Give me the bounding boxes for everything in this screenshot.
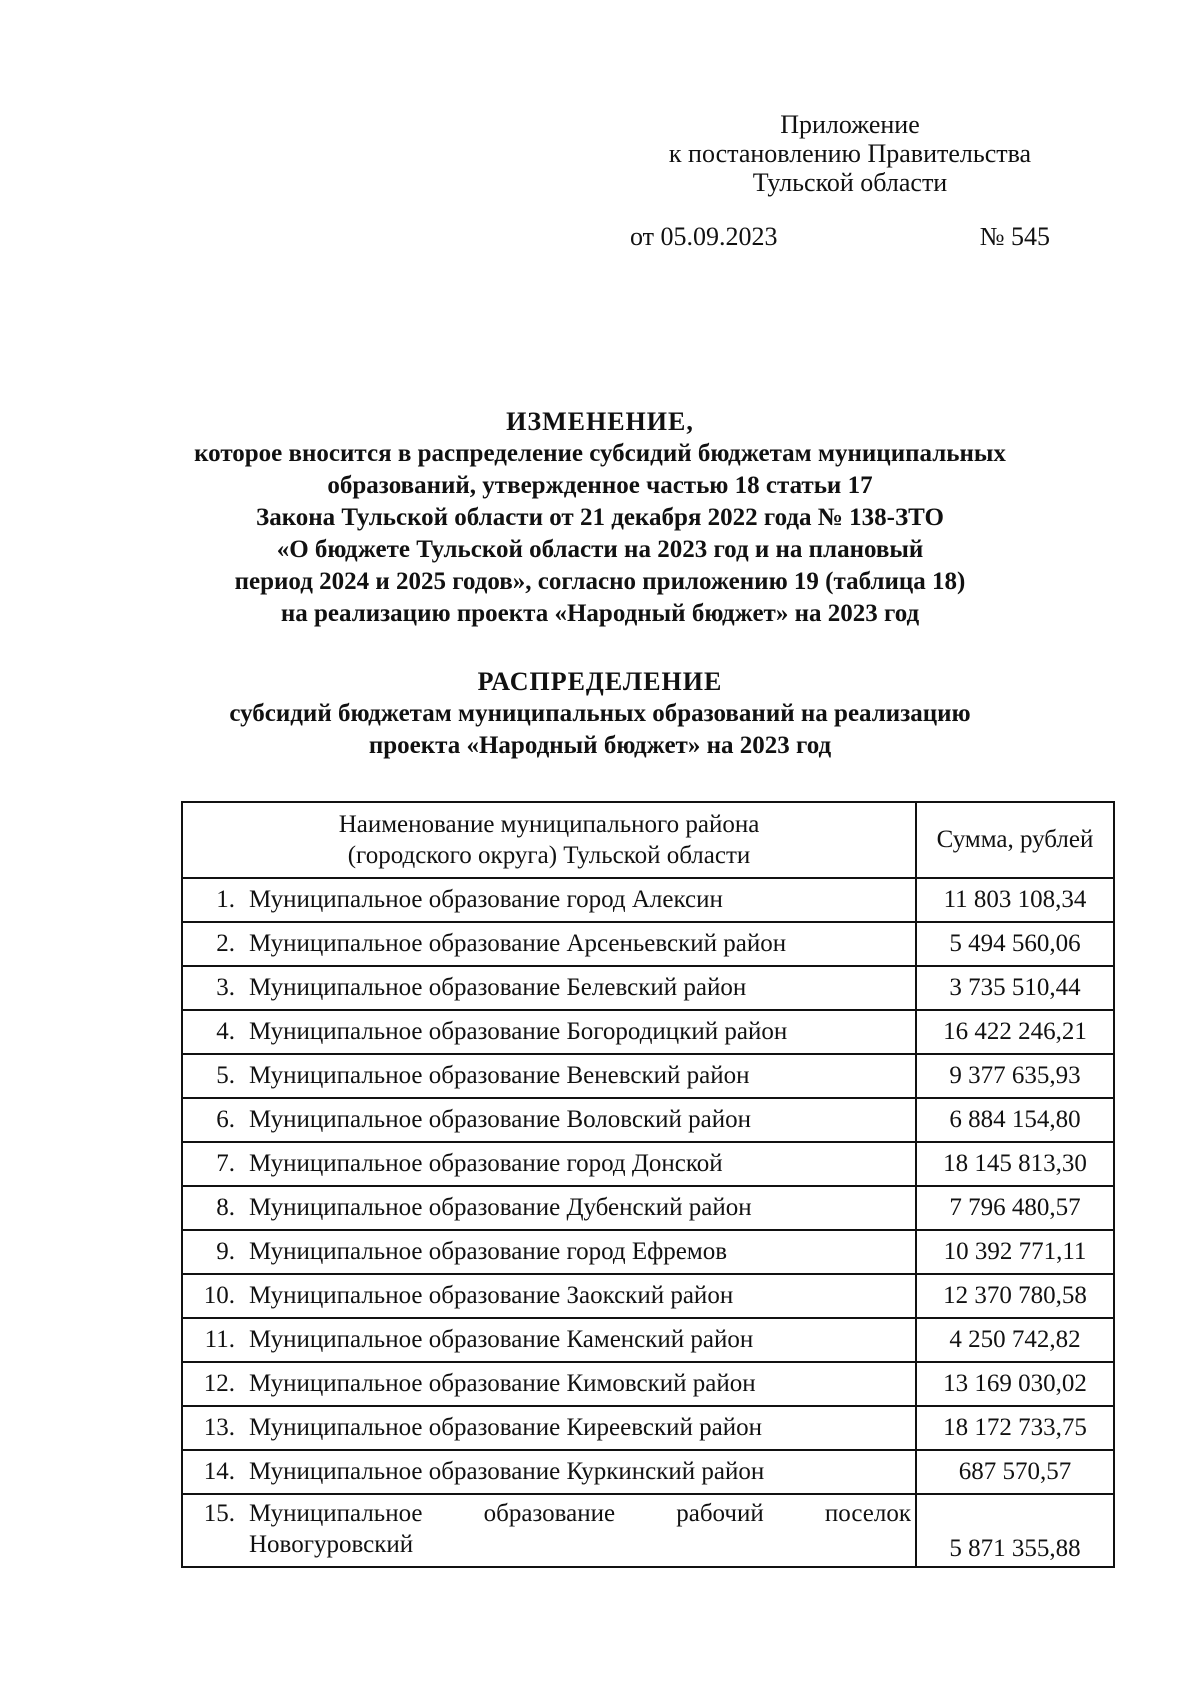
table-header-row xyxy=(182,802,1114,878)
row-name: Муниципальное образование город Ефремов xyxy=(249,1238,728,1265)
table-row xyxy=(182,1098,1114,1142)
row-name: Муниципальное образование Кимовский район xyxy=(249,1370,756,1397)
table-row xyxy=(182,1362,1114,1406)
row-sum: 3 735 510,44 xyxy=(916,966,1114,1010)
row-name: Муниципальное образование Каменский район xyxy=(249,1326,754,1353)
row-number: 2. xyxy=(216,930,235,957)
row-sum: 10 392 771,11 xyxy=(916,1230,1114,1274)
row-sum: 11 803 108,34 xyxy=(916,878,1114,922)
row-name-cell xyxy=(182,1010,916,1054)
column-header-sum: Сумма, рублей xyxy=(916,802,1114,878)
row-number: 13. xyxy=(203,1414,235,1441)
change-heading-line: на реализацию проекта «Народный бюджет» на 2023 год xyxy=(280,600,920,627)
row-name-cell xyxy=(182,1362,916,1406)
row-name: Муниципальное образование Арсеньевский район xyxy=(249,930,787,957)
row-sum: 5 494 560,06 xyxy=(916,922,1114,966)
table-row xyxy=(182,922,1114,966)
table-row xyxy=(182,1054,1114,1098)
row-number: 8. xyxy=(216,1194,235,1221)
distribution-table xyxy=(181,801,1115,1568)
row-name: Муниципальное образование Заокский район xyxy=(249,1282,734,1309)
table-row xyxy=(182,1450,1114,1494)
distribution-title: РАСПРЕДЕЛЕНИЕ xyxy=(477,667,723,696)
row-sum: 16 422 246,21 xyxy=(916,1010,1114,1054)
table-row xyxy=(182,1142,1114,1186)
appendix-line: Тульской области xyxy=(752,168,948,197)
row-sum: 5 871 355,88 xyxy=(916,1494,1114,1567)
row-name: Муниципальное образование Киреевский район xyxy=(249,1414,762,1441)
row-name: Муниципальное образование Воловский район xyxy=(249,1106,752,1133)
row-number: 14. xyxy=(203,1458,235,1485)
row-number: 9. xyxy=(216,1238,235,1265)
row-number: 12. xyxy=(203,1370,235,1397)
row-name: Муниципальное образование Дубенский район xyxy=(249,1194,752,1221)
row-sum: 7 796 480,57 xyxy=(916,1186,1114,1230)
row-sum: 687 570,57 xyxy=(916,1450,1114,1494)
table-row xyxy=(182,1274,1114,1318)
row-name: Муниципальное образование рабочий поселок Новогуровский xyxy=(249,1500,911,1558)
row-number: 6. xyxy=(216,1106,235,1133)
row-sum: 18 172 733,75 xyxy=(916,1406,1114,1450)
table-row xyxy=(182,1010,1114,1054)
row-number: 11. xyxy=(204,1326,235,1353)
row-sum: 9 377 635,93 xyxy=(916,1054,1114,1098)
row-number: 5. xyxy=(216,1062,235,1089)
table-row xyxy=(182,966,1114,1010)
row-number: 3. xyxy=(216,974,235,1001)
row-sum: 18 145 813,30 xyxy=(916,1142,1114,1186)
change-heading-line: «О бюджете Тульской области на 2023 год и на плановый xyxy=(276,536,924,563)
distribution-heading xyxy=(160,666,1040,762)
row-sum: 4 250 742,82 xyxy=(916,1318,1114,1362)
row-name-cell xyxy=(182,1274,916,1318)
row-name-cell xyxy=(182,966,916,1010)
decree-date: от 05.09.2023 xyxy=(630,222,778,251)
row-name-cell xyxy=(182,922,916,966)
change-heading-line: период 2024 и 2025 годов», согласно приложению 19 (таблица 18) xyxy=(234,568,966,595)
distribution-heading-line: проекта «Народный бюджет» на 2023 год xyxy=(368,732,832,759)
table-row xyxy=(182,878,1114,922)
decree-date-line xyxy=(630,222,1050,252)
row-name-cell xyxy=(182,1054,916,1098)
change-heading xyxy=(160,406,1040,630)
row-name: Муниципальное образование Богородицкий район xyxy=(249,1018,788,1045)
table-row xyxy=(182,1406,1114,1450)
row-number: 4. xyxy=(216,1018,235,1045)
table-row xyxy=(182,1230,1114,1274)
appendix-line: Приложение xyxy=(780,110,920,139)
row-name-cell xyxy=(182,1450,916,1494)
row-name-cell xyxy=(182,1186,916,1230)
row-name: Муниципальное образование Куркинский район xyxy=(249,1458,765,1485)
distribution-heading-line: субсидий бюджетам муниципальных образований на реализацию xyxy=(229,700,971,727)
row-name: Муниципальное образование город Алексин xyxy=(249,886,723,913)
change-title: ИЗМЕНЕНИЕ, xyxy=(506,407,694,436)
row-number: 15. xyxy=(203,1500,235,1527)
row-name: Муниципальное образование Веневский район xyxy=(249,1062,750,1089)
decree-number: № 545 xyxy=(979,222,1050,251)
table-row xyxy=(182,1186,1114,1230)
table-row xyxy=(182,1318,1114,1362)
change-heading-line: образований, утвержденное частью 18 статьи 17 xyxy=(327,472,873,499)
row-name-cell xyxy=(182,1494,916,1567)
row-name: Муниципальное образование Белевский район xyxy=(249,974,747,1001)
table-row xyxy=(182,1494,1114,1567)
change-heading-line: Закона Тульской области от 21 декабря 2022 года № 138-ЗТО xyxy=(256,504,944,531)
row-number: 1. xyxy=(216,886,235,913)
row-name-cell xyxy=(182,1142,916,1186)
row-sum: 12 370 780,58 xyxy=(916,1274,1114,1318)
row-sum: 6 884 154,80 xyxy=(916,1098,1114,1142)
column-header-name-line: (городского округа) Тульской области xyxy=(347,842,751,869)
row-name-cell xyxy=(182,1230,916,1274)
column-header-name-line: Наименование муниципального района xyxy=(338,811,760,838)
change-heading-line: которое вносится в распределение субсидий бюджетам муниципальных xyxy=(194,440,1006,467)
column-header-name xyxy=(182,802,916,878)
row-name: Муниципальное образование город Донской xyxy=(249,1150,723,1177)
row-number: 10. xyxy=(203,1282,235,1309)
row-name-cell xyxy=(182,878,916,922)
row-name-cell xyxy=(182,1406,916,1450)
row-name-cell xyxy=(182,1318,916,1362)
appendix-line: к постановлению Правительства xyxy=(668,139,1032,168)
row-name-cell xyxy=(182,1098,916,1142)
appendix-block xyxy=(620,110,1080,197)
row-sum: 13 169 030,02 xyxy=(916,1362,1114,1406)
row-number: 7. xyxy=(216,1150,235,1177)
